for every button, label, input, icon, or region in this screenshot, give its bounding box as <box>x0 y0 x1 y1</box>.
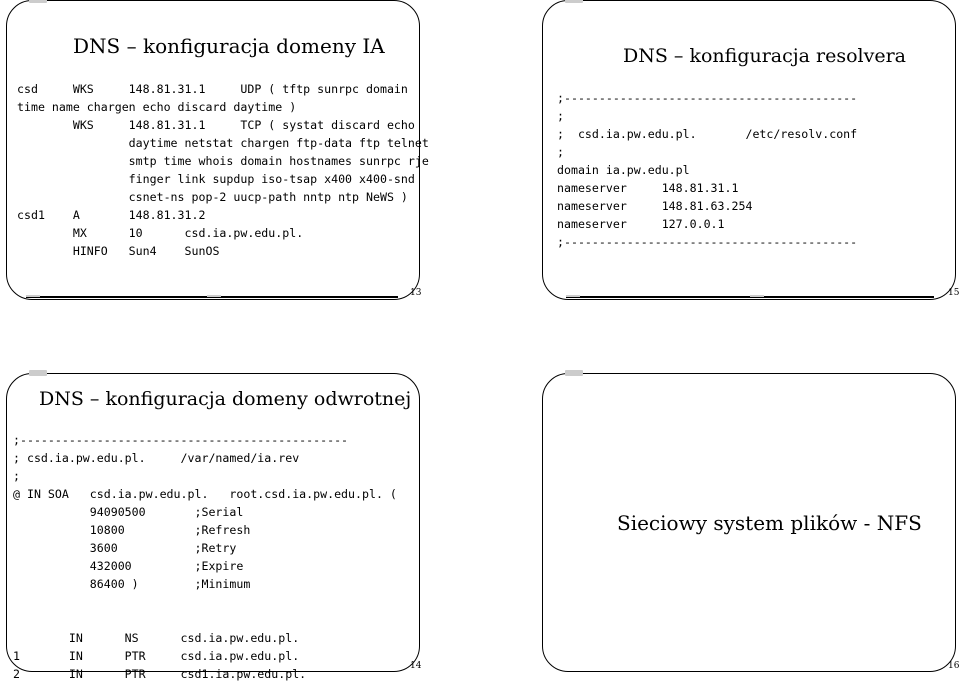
footer-mark <box>566 295 580 297</box>
slide-14 <box>6 373 420 681</box>
footer-mark <box>750 295 764 297</box>
slide-tab <box>29 0 47 3</box>
slide-15 <box>542 0 956 300</box>
slide-tab <box>29 370 47 376</box>
page-number: 15 <box>948 288 960 298</box>
slide-tab <box>565 0 583 3</box>
dns-ia-config-text: csd WKS 148.81.31.1 UDP ( tftp sunrpc domain time name chargen echo discard daytime ) WKS 148.81.31.1 TCP ( systat discard echo daytime netstat chargen ftp-data ftp telnet smtp time whois domain hostnames sunrpc rje finger link supdup iso-tsap x400 x400-snd csnet-ns pop-2 uucp-path nntp ntp NeWS ) csd1 A 148.81.31.2 MX 10 csd.ia.pw.edu.pl. HINFO Sun4 SunOS <box>17 82 429 258</box>
page-number: 14 <box>410 661 422 671</box>
slide-title: Sieciowy system plików - NFS <box>617 511 922 535</box>
resolver-config-text: ;------------------------------------------ ; ; csd.ia.pw.edu.pl. /etc/resolv.conf ; domain ia.pw.edu.pl nameserver 148.81.31.1 nameserver 148.81.63.254 nameserver 127.0.0.1 ;------------------------------------------ <box>557 91 858 249</box>
page-number: 13 <box>410 288 422 298</box>
footer-mark <box>26 295 40 297</box>
footer-mark <box>207 295 221 297</box>
slide-16 <box>542 373 956 672</box>
page-number: 16 <box>948 661 960 671</box>
reverse-zone-config-text: ;----------------------------------------------- ; csd.ia.pw.edu.pl. /var/named/ia.rev ; @ IN SOA csd.ia.pw.edu.pl. root.csd.ia.pw.edu.pl. ( 94090500 ;Serial 10800 ;Refresh 3600 ;Retry 432000 ;Expire 86400 ) ;Minimum IN NS csd.ia.pw.edu.pl. 1 IN PTR csd.ia.pw.edu.pl. 2 IN PTR csd1.ia.pw.edu.pl. <box>13 433 397 681</box>
slide-tab <box>565 370 583 376</box>
slide-13 <box>6 0 429 300</box>
slide-title: DNS – konfiguracja resolvera <box>623 45 907 67</box>
slide-title: DNS – konfiguracja domeny odwrotnej <box>39 388 412 410</box>
slide-title: DNS – konfiguracja domeny IA <box>73 34 385 58</box>
